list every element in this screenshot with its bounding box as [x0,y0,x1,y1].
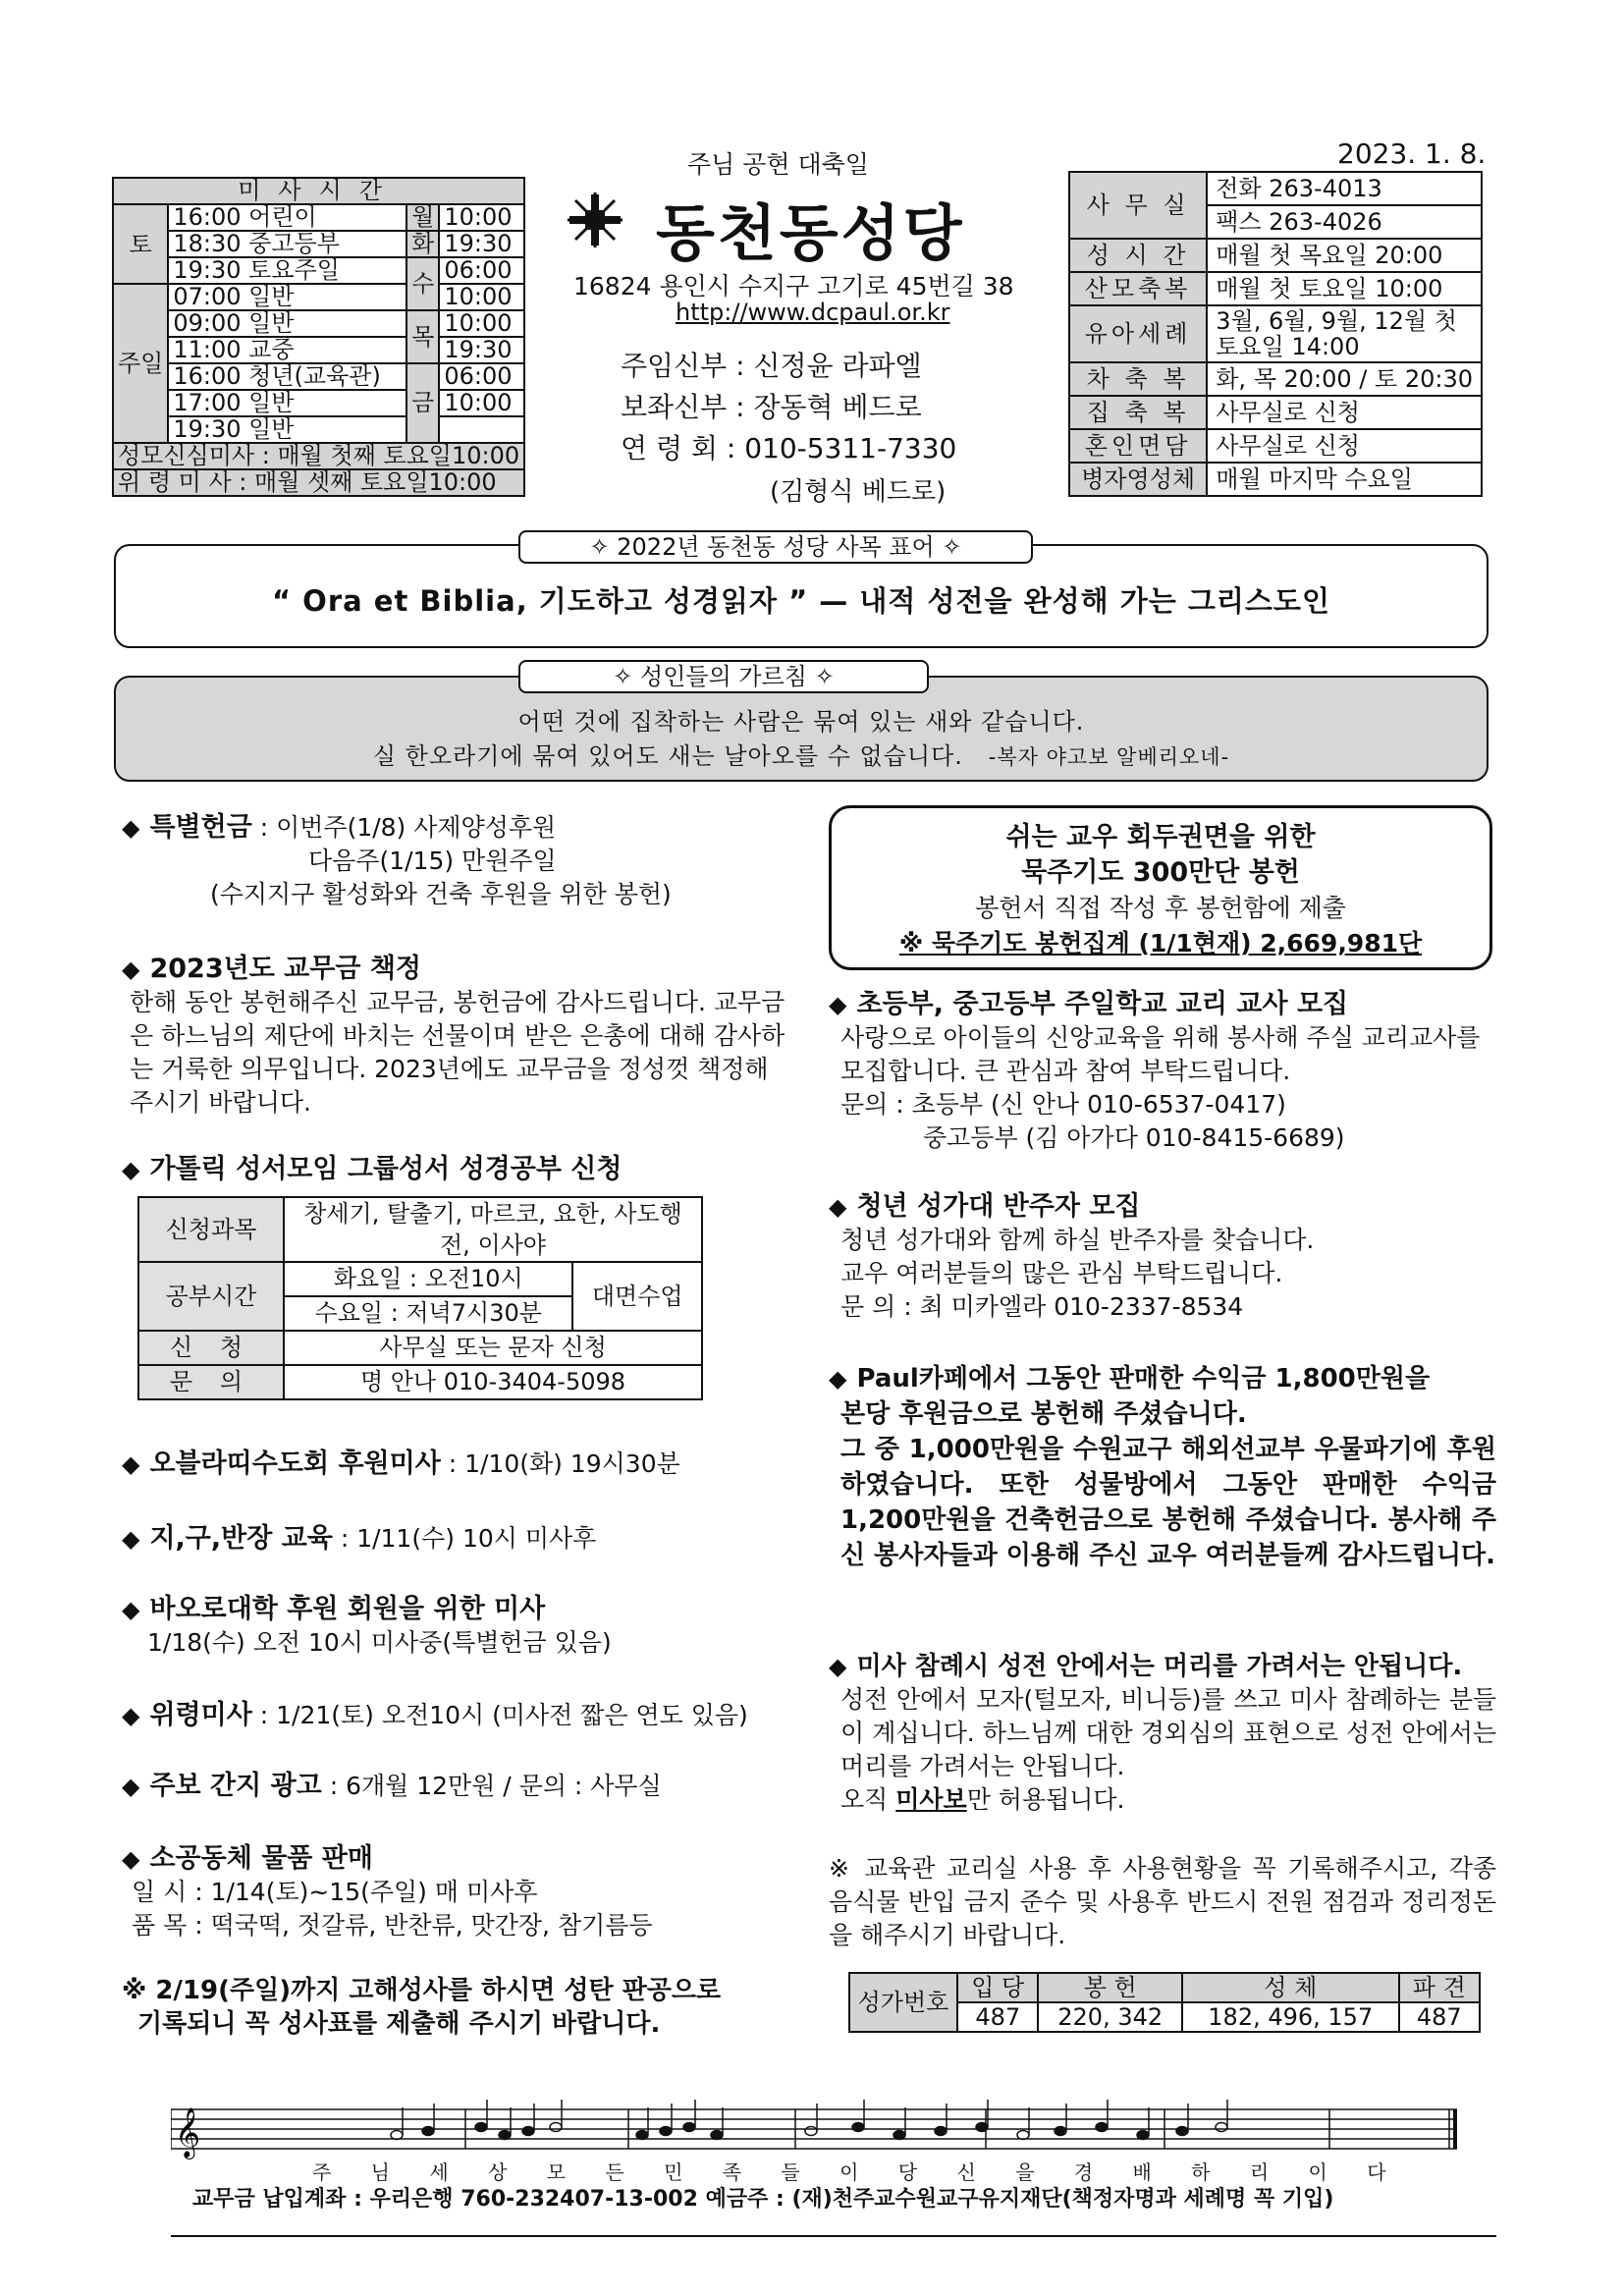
head-covering-section [829,1650,1496,1817]
hymn-head: 봉 헌 [1038,1973,1182,2002]
office-row-value: 3월, 6월, 9월, 12월 첫 토요일 14:00 [1207,305,1482,362]
office-info-table [1068,171,1483,497]
paul-mass-text: 1/18(수) 오전 10시 미사중(특별헌금 있음) [147,1628,612,1657]
section-title: 소공동체 물품 판매 [149,1843,373,1874]
mass-sun-6: 19:30 일반 [168,416,406,443]
footer-divider [171,2235,1496,2237]
diamond-bullet-icon: ◆ [122,1773,140,1800]
note-head [422,2127,434,2136]
special-line-3: (수지지구 활성화와 건축 후원을 위한 봉헌) [210,880,672,908]
catechist-body: 사랑으로 아이들의 신앙교육을 위해 봉사해 주실 교리교사를 모집합니다. 큰 관심과 참여 부탁드립니다. [840,1023,1481,1085]
office-row-key: 성 시 간 [1069,239,1207,272]
sat-label: 토 [113,204,168,284]
cafe-body: 그 중 1,000만원을 수원교구 해외선교부 우물파기에 후원하였습니다. 또한 성물방에서 그동안 판매한 수익금 1,200만원을 건축헌금으로 봉헌해 주셨습니다. 봉사해 주신 봉사자들과 이용해 주신 교우 여러분들께 감사드립니다. [840,1435,1496,1570]
hymn-value: 487 [1399,2002,1480,2032]
hymn-label: 성가번호 [849,1973,957,2032]
requiem-mass-section [122,1699,809,1732]
sale-date: 일 시 : 1/14(토)~15(주일) 매 미사후 [132,1878,538,1906]
weekday-fri: 금 [406,363,439,443]
note-head [893,2131,905,2140]
weekday-time-7: 06:00 [439,363,524,390]
choir-accompanist-section [829,1190,1496,1324]
staff-row: 주임신부 : 신정윤 라파엘 [621,350,922,382]
treble-clef-icon: 𝄞 [175,2107,201,2158]
office-row-value: 사무실로 신청 [1207,396,1482,429]
weekday-wed: 수 [406,257,439,310]
staff-name: 장동혁 베드로 [753,391,922,423]
bulletin-date: 2023. 1. 8. [1337,137,1487,170]
study-value: 화요일 : 오전10시 [284,1262,572,1296]
choir-line-1: 청년 성가대와 함께 하실 반주자를 찾습니다. [840,1226,1315,1254]
mass-sun-4: 16:00 청년(교육관) [168,363,406,390]
requiem-text: : 1/21(토) 오전10시 (미사전 짧은 연도 있음) [259,1701,748,1729]
staff-role: 주임신부 [621,350,728,382]
office-row-key: 집 축 복 [1069,396,1207,429]
paul-university-mass-section [122,1593,809,1660]
motto-tab: ✧ 2022년 동천동 성당 사목 표어 ✧ [518,530,1033,564]
mass-sun-3: 11:00 교중 [168,337,406,363]
teaching-author: -복자 야고보 알베리오네- [988,745,1230,769]
study-key: 신청과목 [138,1197,284,1262]
choir-contact: 문 의 : 최 미카엘라 010-2337-8534 [840,1292,1244,1321]
note-head [1176,2127,1188,2136]
note-head [1137,2131,1149,2140]
study-key: 문 의 [138,1365,284,1399]
study-value: 창세기, 탈출기, 마르코, 요한, 사도행전, 이사야 [284,1197,702,1262]
office-row-key: 차 축 복 [1069,362,1207,396]
section-title: 주보 간지 광고 [149,1771,322,1801]
mass-sat-3: 19:30 토요주일 [168,257,406,284]
special-offering-section [122,811,799,911]
weekday-time-3: 06:00 [439,257,524,284]
staff-list [621,346,956,469]
weekday-mon: 월 [406,204,439,231]
parish-cross-logo-icon [564,189,626,251]
special-line-2: 다음주(1/15) 만원주일 [308,847,557,875]
choir-line-2: 교우 여러분들의 많은 관심 부탁드립니다. [840,1259,1283,1287]
head-covering-last-pre: 오직 [840,1785,896,1814]
feast-title: 주님 공현 대축일 [687,150,869,179]
diamond-bullet-icon: ◆ [122,1450,140,1478]
tithe-section [122,953,789,1120]
weekday-time-8: 10:00 [439,390,524,416]
bulletin-ad-section [122,1770,809,1803]
weekday-time-6: 19:30 [439,337,524,363]
section-title: 오블라띠수도회 후원미사 [149,1449,441,1479]
education-hall-notice: ※ 교육관 교리실 사용 후 사용현황을 꼭 기록해주시고, 각종 음식물 반입 금지 준수 및 사용후 반드시 전원 점검과 정리정돈을 해주시기 바랍니다. [829,1854,1496,1949]
bible-study-section [122,1153,809,1186]
saints-tab: ✧ 성인들의 가르침 ✧ [518,660,929,693]
cafe-line-1: Paul카페에서 그동안 판매한 수익금 1,800만원을 [856,1364,1431,1394]
confession-notice [122,1974,819,2041]
hymn-value: 182, 496, 157 [1182,2002,1399,2032]
weekday-time-2: 19:30 [439,231,524,257]
note-head [550,2123,562,2132]
mass-table-heading: 미사시간 [113,178,524,204]
note-head [1017,2131,1029,2140]
tithe-body: 한해 동안 봉헌해주신 교무금, 봉헌금에 감사드립니다. 교무금은 하느님의 제단에 바치는 선물이며 받은 은총에 대해 감사하는 거룩한 의무입니다. 2023년에도 교무금을 정성껏 책정해 주시기 바랍니다. [130,988,785,1117]
note-head [683,2123,695,2132]
rosary-tally: ※ 묵주기도 봉헌집계 (1/1현재) 2,669,981단 [898,929,1423,957]
note-head [935,2127,947,2136]
diamond-bullet-icon: ◆ [829,1365,847,1393]
mass-sun-5: 17:00 일반 [168,390,406,416]
diamond-bullet-icon: ◆ [122,1596,140,1623]
section-title: 지,구,반장 교육 [149,1523,333,1554]
sale-items: 품 목 : 떡국떡, 젓갈류, 반찬류, 맛간장, 참기름등 [132,1911,653,1940]
office-fax: 팩스 263-4026 [1207,205,1482,239]
office-row-value: 화, 목 20:00 / 토 20:30 [1207,362,1482,396]
rosary-line-2: 묵주기도 300만단 봉헌 [1021,857,1300,888]
section-title: 특별헌금 [149,812,252,843]
teaching-line-2: 실 한오라기에 묶여 있어도 새는 날아오를 수 없습니다. [372,742,963,770]
weekday-time-4: 10:00 [439,284,524,310]
saints-teaching [114,705,1489,775]
note-head [1096,2123,1108,2132]
confession-line-2: 기록되니 꼭 성사표를 제출해 주시기 바랍니다. [137,2009,661,2039]
teaching-line-1: 어떤 것에 집착하는 사람은 묶여 있는 새와 같습니다. [517,708,1085,736]
special-mass-2: 위 령 미 사 : 매월 셋째 토요일10:00 [113,469,524,496]
hymn-head: 입 당 [957,1973,1038,2002]
diamond-bullet-icon: ◆ [122,1702,140,1729]
pastoral-motto: “ Ora et Biblia, 기도하고 성경읽자 ” — 내적 성전을 완성해 가는 그리스도인 [272,584,1330,618]
hymn-number-table [848,1972,1481,2033]
mass-sat-1: 16:00 어린이 [168,204,406,231]
note-head [976,2123,988,2132]
office-row-key: 혼인면담 [1069,429,1207,463]
staff-name: 010-5311-7330 [744,432,957,465]
community-sale-section [122,1842,809,1942]
section-title: 청년 성가대 반주자 모집 [856,1191,1141,1222]
staff-note: (김형식 베드로) [770,477,947,507]
diamond-bullet-icon: ◆ [122,1156,140,1183]
head-covering-veil: 미사보 [895,1785,967,1814]
section-title: 2023년도 교무금 책정 [149,954,421,984]
education-text: : 1/11(수) 10시 미사후 [340,1524,597,1553]
parish-website-link[interactable]: http://www.dcpaul.or.kr [676,299,950,326]
office-phone: 전화 263-4013 [1207,172,1482,205]
confession-line-1: ※ 2/19(주일)까지 고해성사를 하시면 성탄 판공으로 [122,1976,722,2005]
special-mass-1: 성모신심미사 : 매월 첫째 토요일10:00 [113,443,524,469]
note-head [499,2131,511,2140]
rosary-line-3: 봉헌서 직접 작성 후 봉헌함에 제출 [975,894,1346,922]
cafe-donation-section [829,1361,1496,1573]
note-head [711,2131,723,2140]
note-head [1055,2127,1066,2136]
parish-address: 16824 용인시 수지구 고기로 45번길 38 [573,272,1014,301]
diamond-bullet-icon: ◆ [829,1193,847,1221]
cafe-line-2: 본당 후원금으로 봉헌해 주셨습니다. [840,1399,1247,1429]
section-title: 초등부, 중고등부 주일학교 교리 교사 모집 [856,989,1349,1019]
staff-name: 신정윤 라파엘 [753,350,922,382]
office-row-value: 매월 마지막 수요일 [1207,463,1482,496]
hymn-value: 487 [957,2002,1038,2032]
note-head [522,2127,534,2136]
section-title: 미사 참례시 성전 안에서는 머리를 가려서는 안됩니다. [856,1652,1463,1681]
rosary-offering-box [829,805,1492,970]
mass-sat-2: 18:30 중고등부 [168,231,406,257]
weekday-tue: 화 [406,231,439,257]
office-row-key: 산모축복 [1069,272,1207,305]
ad-text: : 6개월 12만원 / 문의 : 사무실 [329,1772,662,1800]
diamond-bullet-icon: ◆ [122,814,140,842]
office-row-value: 매월 첫 토요일 10:00 [1207,272,1482,305]
weekday-thu: 목 [406,310,439,363]
diamond-bullet-icon: ◆ [829,1653,847,1680]
study-value: 사무실 또는 문자 신청 [284,1331,702,1365]
tithe-account-info: 교무금 납입계좌 : 우리은행 760-232407-13-002 예금주 : (재)천주교수원교구유지재단(책정자명과 세례명 꼭 기입) [192,2187,1334,2212]
diamond-bullet-icon: ◆ [122,956,140,983]
head-covering-body: 성전 안에서 모자(털모자, 비니등)를 쓰고 미사 참례하는 분들이 계십니다. 하느님께 대한 경외심의 표현으로 성전 안에서는 머리를 가려서는 안됩니다. [840,1685,1496,1780]
leader-education-section [122,1522,809,1556]
note-head [852,2123,864,2132]
study-key: 신 청 [138,1331,284,1365]
staff-role: 보좌신부 [621,391,728,423]
mass-sun-1: 07:00 일반 [168,284,406,310]
staff-row: 연 령 회 : 010-5311-7330 [621,432,957,465]
hymn-lyrics: 주 님 세 상 모 든 민 족 들 이 당 신 을 경 배 하 리 이 다 [312,2160,1392,2184]
office-label: 사 무 실 [1069,172,1207,239]
head-covering-last-post: 만 허용됩니다. [966,1785,1125,1814]
office-row-key: 유아세례 [1069,305,1207,362]
oblate-text: : 1/10(화) 19시30분 [448,1449,680,1478]
office-row-value: 매월 첫 목요일 20:00 [1207,239,1482,272]
catechist-contact-1: 문의 : 초등부 (신 안나 010-6537-0417) [840,1090,1286,1119]
diamond-bullet-icon: ◆ [122,1845,140,1873]
note-head [391,2131,403,2140]
oblate-mass-section [122,1448,809,1481]
staff-row: 보좌신부 : 장동혁 베드로 [621,391,922,423]
note-head [636,2131,648,2140]
catechist-recruit-section [829,988,1496,1155]
diamond-bullet-icon: ◆ [829,991,847,1018]
section-title: 가톨릭 성서모임 그룹성서 성경공부 신청 [149,1154,623,1184]
study-value: 수요일 : 저녁7시30분 [284,1296,572,1331]
note-head [1216,2123,1227,2132]
section-title: 바오로대학 후원 회원을 위한 미사 [149,1594,546,1624]
sun-label: 주일 [113,284,168,443]
note-head [660,2127,672,2136]
music-staff [171,2100,1457,2162]
office-row-value: 사무실로 신청 [1207,429,1482,463]
weekday-time-5: 10:00 [439,310,524,337]
parish-name: 동천동성당 [656,197,965,269]
special-line-1: : 이번주(1/8) 사제양성후원 [259,813,557,842]
diamond-bullet-icon: ◆ [122,1525,140,1553]
hymn-head: 성 체 [1182,1973,1399,2002]
office-row-key: 병자영성체 [1069,463,1207,496]
staff-role: 연 령 회 [621,432,718,465]
hymn-value: 220, 342 [1038,2002,1182,2032]
mass-time-table [112,177,525,497]
hymn-head: 파 견 [1399,1973,1480,2002]
weekday-time-1: 10:00 [439,204,524,231]
music-notes [391,2100,1329,2149]
mass-sun-2: 09:00 일반 [168,310,406,337]
study-value: 명 안나 010-3404-5098 [284,1365,702,1399]
section-title: 위령미사 [149,1700,252,1730]
rosary-line-1: 쉬는 교우 회두권면을 위한 [1005,822,1316,852]
study-key: 공부시간 [138,1262,284,1331]
bible-study-table [137,1196,703,1400]
note-head [805,2127,817,2136]
note-head [475,2123,487,2132]
catechist-contact-2: 중고등부 (김 아가다 010-8415-6689) [923,1123,1345,1152]
study-value: 대면수업 [572,1262,702,1331]
